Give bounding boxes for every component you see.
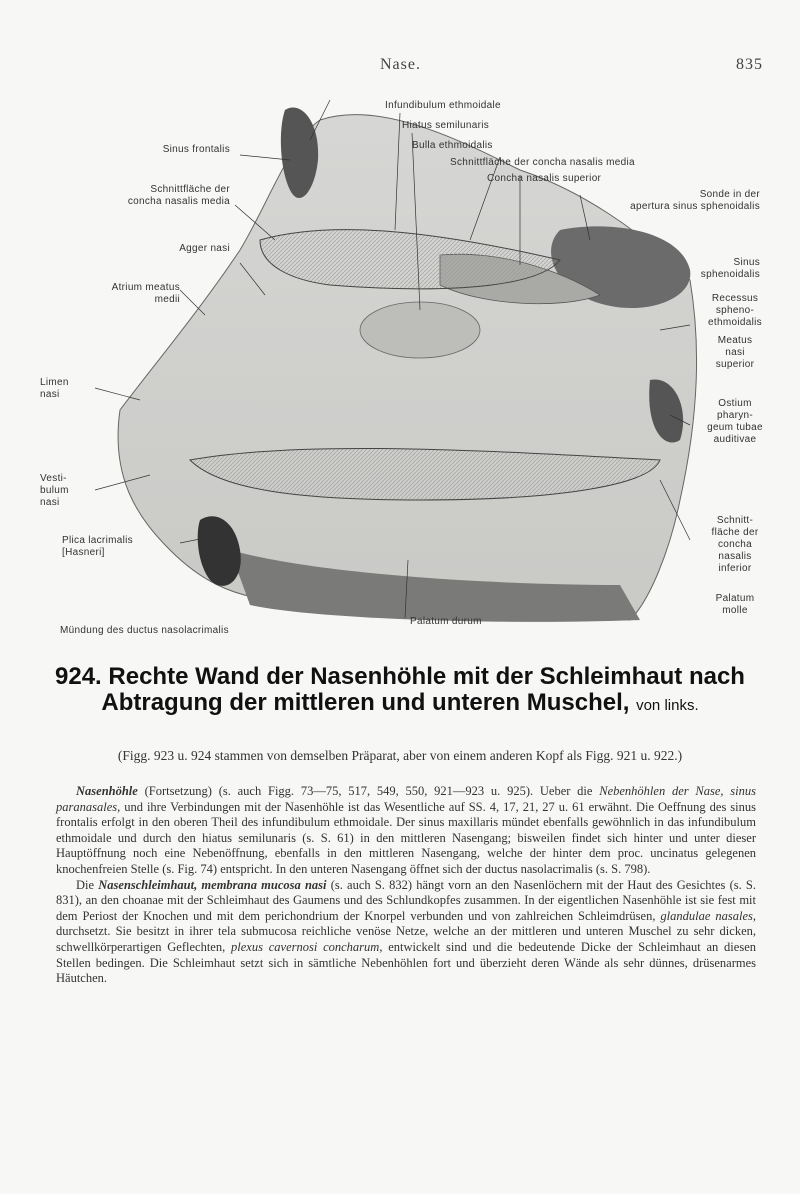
page-number: 835 — [736, 56, 763, 73]
label-ostium: Ostium pharyn- geum tubae auditivae — [707, 398, 763, 445]
label-palatum-durum: Palatum durum — [410, 616, 482, 627]
label-agger-nasi: Agger nasi — [179, 243, 230, 254]
paragraph-2-part-b: durchsetzt. Sie besitzt in ihrer tela submucosa reichliche venöse Netze, welche an der mittleren und unteren Muschel zu sehr dicken, schwellkörperartigen Geflechten, — [56, 924, 756, 954]
paragraph-nasenhoehle — [56, 784, 756, 878]
caption-von: von links. — [636, 697, 699, 714]
term-nasenschleimhaut: Nasenschleimhaut, membrana mucosa nasi — [98, 877, 327, 892]
label-infundibulum: Infundibulum ethmoidale — [385, 100, 501, 111]
label-schnitt-media-left: Schnittfläche der concha nasalis media — [127, 184, 230, 207]
label-bulla: Bulla ethmoidalis — [412, 140, 493, 151]
body-text — [56, 784, 756, 987]
paragraph-1-part-a: (Fortsetzung) (s. auch Figg. 73—75, 517, 549, 550, 921—923 u. 925). Ueber die — [137, 784, 600, 798]
running-header-title: Nase. — [380, 56, 421, 73]
label-plica-lacrimalis: Plica lacrimalis [Hasneri] — [62, 535, 133, 558]
label-vestibulum: Vesti- bulum nasi — [40, 473, 69, 508]
caption-title-text: 924. Rechte Wand der Nasenhöhle mit der Schleimhaut nach Abtragung der mittleren und unteren Muschel, — [55, 663, 745, 716]
term-nasenhoehle: Nasenhöhle — [76, 784, 138, 798]
label-schnitt-inferior: Schnitt- fläche der concha nasalis inferior — [711, 515, 759, 574]
paragraph-2-part-a: (s. auch S. 832) hängt vorn an den Nasenlöchern mit der Haut des Gesichtes (s. S. 831), an den choanae mit der Schleimhaut des Gaumens und des Schlundkopfes zusammen. In der eigentlichen Nasenhöhle ist sie fest mit dem Periost der Knochen und mit dem perichondrium der Knorpel verbunden und von zahlreichen Schleimdrüsen, — [56, 877, 756, 923]
label-sinus-frontalis: Sinus frontalis — [162, 144, 230, 155]
label-limen-nasi: Limen nasi — [40, 377, 69, 400]
paragraph-1-part-b: und ihre Verbindungen mit der Nasenhöhle ist das Wesentliche auf SS. 4, 17, 21, 27 u. 61 erwähnt. Die Oeffnung des sinus frontalis erfolgt in den oberen Theil des infundibulum ethmoidale. Der sinus maxillaris mündet ebenfalls gewöhnlich in das infundibulum ethmoidale und durch den hiatus semilunaris (s. S. 61) in den mittleren Nasengang; bisweilen findet sich hinter und unter dieser Hauptöffnung noch eine Nebenöffnung, ebenfalls in den mittleren Nasengang, welche der hinter dem proc. uncinatus gelegenen knochenfreien Stelle (s. Fig. 74) entspricht. In den unteren Nasengang öffnet sich der ductus nasolacrimalis (s. S. 798). — [56, 799, 756, 876]
term-plexus: plexus cavernosi concharum, — [231, 939, 383, 954]
label-schnitt-media-right: Schnittfläche der concha nasalis media — [450, 157, 635, 168]
label-concha-superior: Concha nasalis superior — [487, 173, 602, 184]
label-sonde: Sonde in der apertura sinus sphenoidalis — [630, 189, 760, 212]
figure-caption-note: (Figg. 923 u. 924 stammen von demselben Präparat, aber von einem anderen Kopf als Figg. 921 u. 922.) — [117, 748, 683, 763]
paragraph-nasenschleimhaut — [56, 878, 756, 987]
label-muendung: Mündung des ductus nasolacrimalis — [60, 625, 229, 636]
label-meatus-superior: Meatus nasi superior — [715, 335, 755, 370]
paragraph-2-head: Die — [76, 877, 99, 892]
term-glandulae: glandulae nasales, — [660, 908, 756, 923]
label-palatum-molle: Palatum molle — [715, 593, 755, 616]
term-nebenhoehlen: Nebenhöhlen der Nase, sinus paranasales, — [56, 784, 756, 814]
label-recessus: Recessus spheno- ethmoidalis — [708, 293, 762, 328]
figure-caption-title — [20, 664, 780, 719]
bulla-ethmoidalis — [360, 302, 480, 358]
anatomical-illustration — [0, 80, 800, 650]
label-atrium: Atrium meatus medii — [111, 282, 180, 305]
paragraph-2-part-c: entwickelt sind und die bedeutende Dicke der Schleimhaut an diesen Stellen bedingen. Die Schleimhaut setzt sich in sämtliche Nebenhöhlen fort und überzieht deren Wände als sehr dünnes, drüsenarmes Häutchen. — [56, 939, 756, 986]
label-sinus-sphenoidalis: Sinus sphenoidalis — [700, 257, 760, 280]
label-hiatus: Hiatus semilunaris — [402, 120, 490, 131]
nasal-cavity-drawing — [0, 80, 800, 650]
